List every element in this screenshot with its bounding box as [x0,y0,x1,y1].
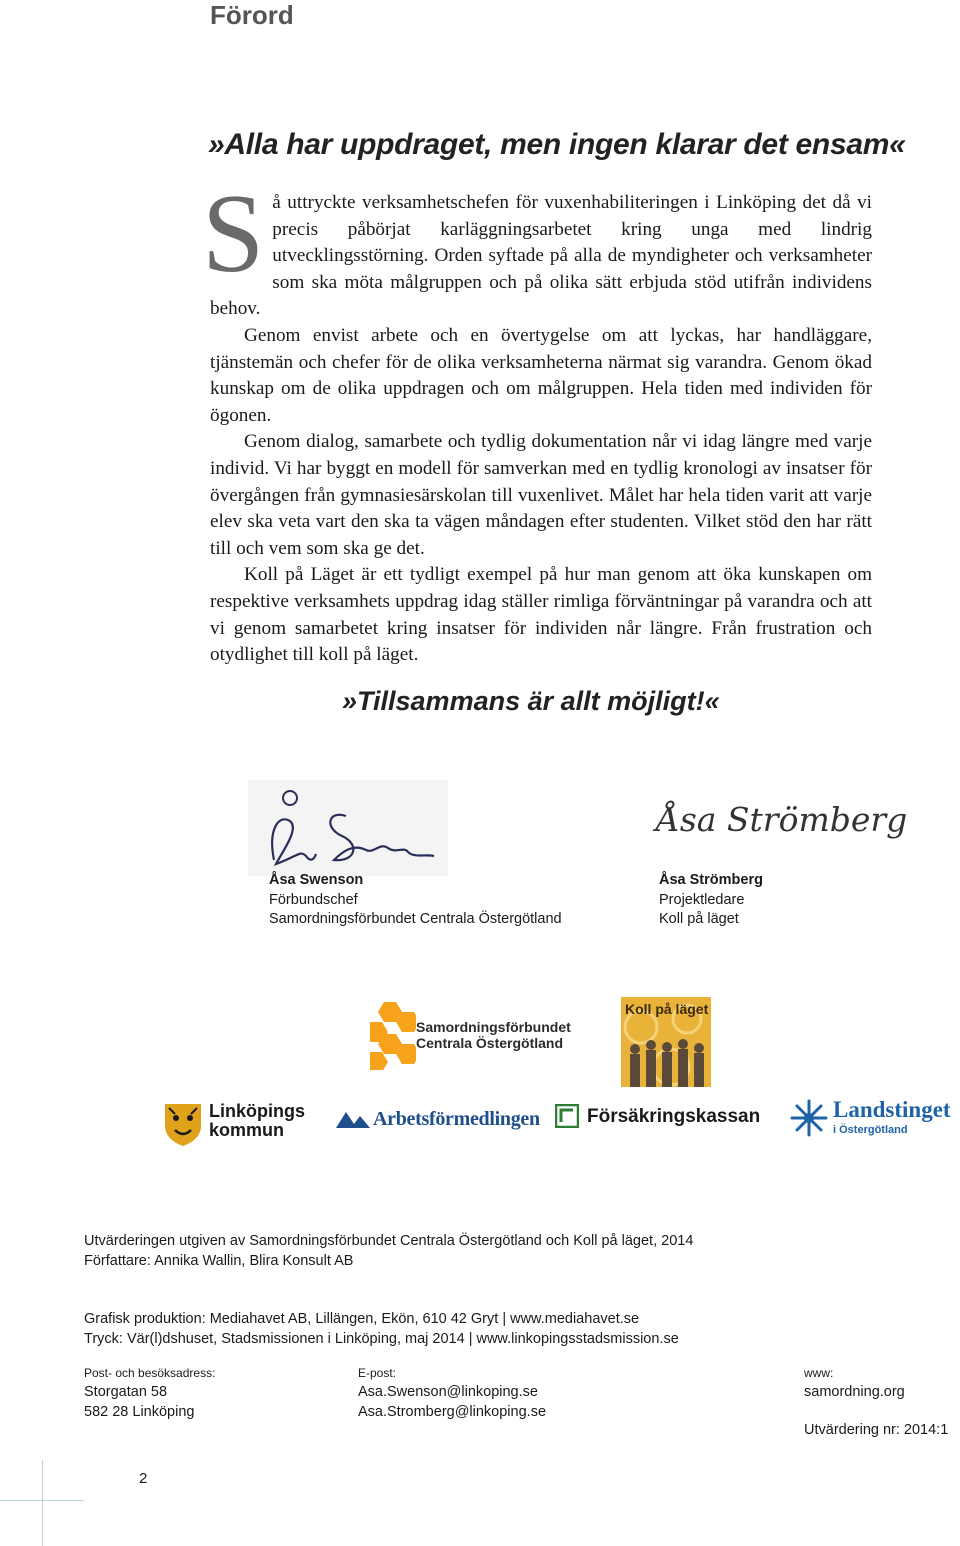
address-street: Storgatan 58 [84,1384,168,1400]
crop-mark-vertical [42,1460,43,1546]
linkoping-logo-text [209,1102,305,1140]
crop-mark-horizontal [0,1500,84,1501]
signer-role: Projektledare [659,891,745,908]
samordning-logo-text [416,1019,571,1051]
signer-org: Samordningsförbundet Centrala Östergötland [269,911,562,927]
email-label: E-post: [358,1366,397,1380]
email-block [358,1382,546,1422]
page-number: 2 [139,1470,148,1487]
signature-right-info [659,871,763,930]
linkoping-line2: kommun [209,1120,285,1140]
forsakringskassan-logo [555,1104,769,1134]
lion-crest-icon [163,1100,203,1146]
address-city: 582 28 Linköping [84,1404,195,1420]
landsting-star-icon [789,1098,829,1138]
paragraph-1 [202,172,872,323]
drop-cap: S [202,172,265,296]
koll-logo-text: Koll på läget [625,1001,709,1017]
signature-swenson-image [248,780,448,876]
motto: »Tillsammans är allt möjligt!« [342,686,720,716]
page-heading: Förord [210,0,294,30]
samordningsforbundet-logo [370,1000,600,1070]
address-label: Post- och besöksadress: [84,1366,216,1380]
www-label: www: [804,1366,834,1380]
paragraph-4: Koll på Läget är ett tydligt exempel på hur man genom att öka kunskapen om respektive verksamhets uppdrag idag ställer rimliga förväntningar på varandra och att vi genom samarbetet kring insatser för individen når längre. Från frustration och otydlighet till koll på läget. [210,564,872,666]
linkoping-line1: Linköpings [209,1101,305,1121]
footer-author: Författare: Annika Wallin, Blira Konsult AB [84,1253,354,1269]
fk-square-icon [555,1104,579,1128]
signer-name: Åsa Swenson [269,872,364,888]
email-stromberg: Asa.Stromberg@linkoping.se [358,1404,547,1420]
samordning-line2: Centrala Östergötland [416,1035,564,1051]
arbetsformedlingen-logo [336,1106,542,1136]
landstinget-text: Landstinget [833,1097,951,1122]
signature-stromberg-script: Åsa Strömberg [656,800,908,839]
signer-name: Åsa Strömberg [659,872,763,888]
footer-publisher: Utvärderingen utgiven av Samordningsförbundet Centrala Östergötland och Koll på läget, 2014 [84,1233,694,1249]
forsakringskassan-text: Försäkringskassan [587,1106,761,1127]
article-body [202,172,872,669]
samordning-line1: Samordningsförbundet [416,1019,571,1035]
signer-role: Förbundschef [269,891,358,908]
landstinget-subtext: i Östergötland [833,1124,908,1136]
hexagon-cluster-icon [370,1000,416,1070]
linkopings-kommun-logo [163,1100,313,1146]
footer-print: Tryck: Vär(l)dshuset, Stadsmissionen i Linköping, maj 2014 | www.linkopingsstadsmission.se [84,1331,679,1347]
article-title: »Alla har uppdraget, men ingen klarar det ensam« [208,128,906,161]
af-swoosh-icon [336,1110,370,1130]
paragraph-1-text: å uttryckte verksamhetschefen för vuxenhabiliteringen i Linköping det då vi precis påbörjat karläggningsarbetet kring unga med lindrig utvecklingsstörning. Orden syftade på alla de myndigheter och verksamheter som ska möta målgruppen och på olika sätt erbjuda stöd utifrån individens behov. [210,192,872,320]
paragraph-2: Genom envist arbete och en övertygelse om att lyckas, har handläggare, tjänstemän och chefer för de olika verksamheterna närmat sig varandra. Genom ökad kunskap om de olika uppdragen och om målgruppen. Hela tiden med individen för ögonen. [210,324,872,426]
email-swenson: Asa.Swenson@linkoping.se [358,1384,538,1400]
address-block [84,1382,194,1422]
arbetsformedlingen-text: Arbetsförmedlingen [373,1108,540,1130]
koll-pa-laget-logo [621,997,711,1087]
www-address: samordning.org [804,1384,905,1400]
signature-left-info [269,871,562,930]
report-number: Utvärdering nr: 2014:1 [804,1422,949,1438]
signer-org: Koll på läget [659,911,739,927]
footer-production: Grafisk produktion: Mediahavet AB, Lillängen, Ekön, 610 42 Gryt | www.mediahavet.se [84,1311,640,1327]
landstinget-logo [789,1098,955,1142]
paragraph-3: Genom dialog, samarbete och tydlig dokumentation når vi idag längre med varje individ. Vi har byggt en modell för samverkan med en tydlig kronologi av insatser för övergången från gymnasiesärskolan till vuxenlivet. Målet har hela tiden varit att varje elev ska veta vart den ska ta vägen måndagen efter studenten. Vilket stöd den har rätt till och vem som ska ge det. [210,431,872,559]
